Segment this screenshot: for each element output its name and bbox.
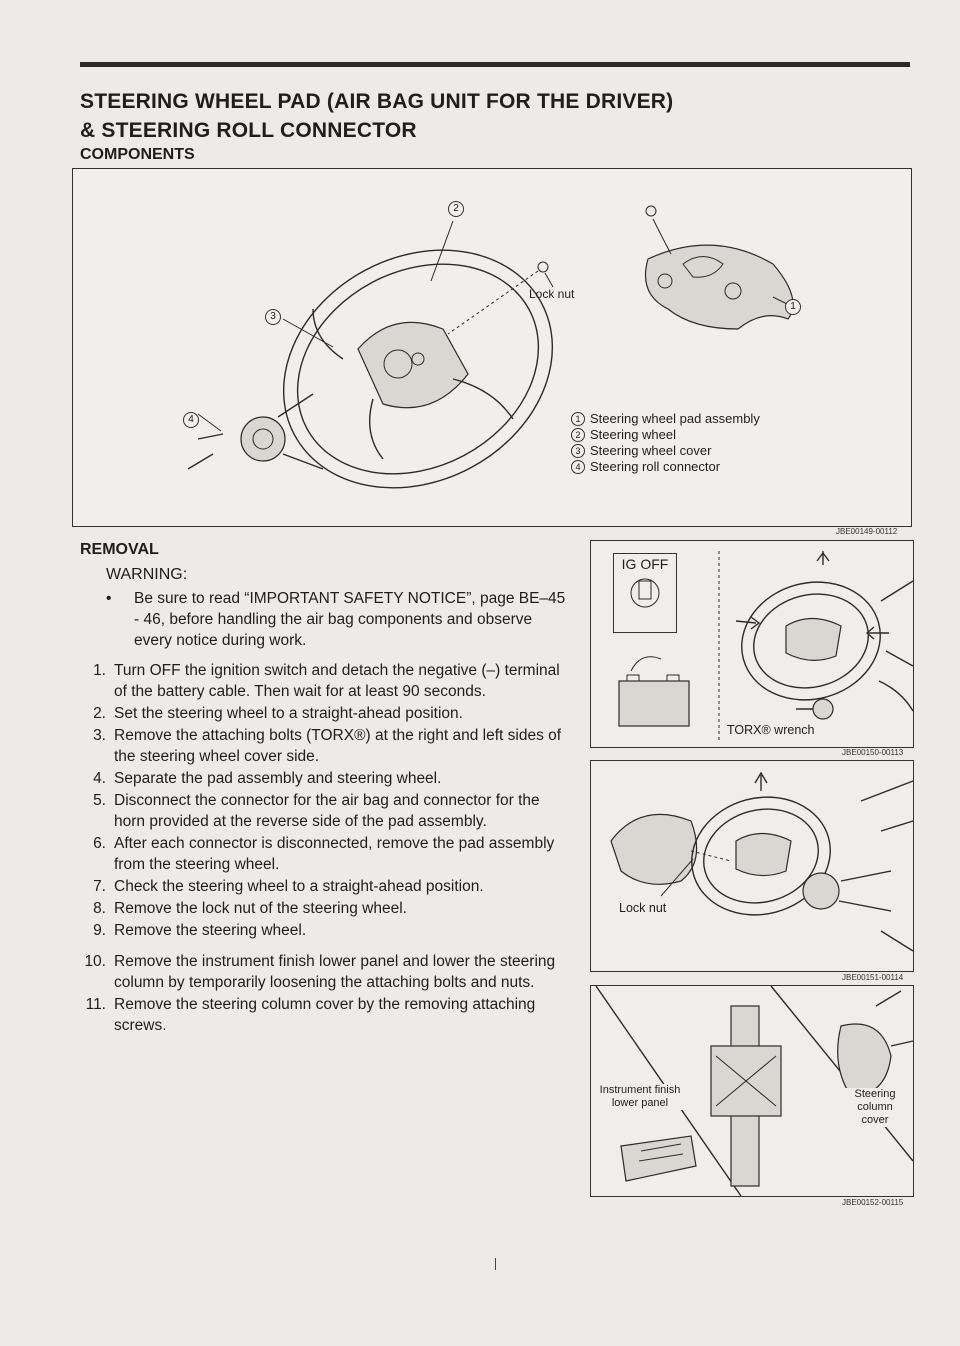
step-item: 5. Disconnect the connector for the air bag and connector for the horn provided at the reverse side of the pad assembly. <box>93 792 540 830</box>
figure-code: JBE00152-00115 <box>842 1198 904 1207</box>
step-item: 11. Remove the steering column cover by the removing attaching screws. <box>85 996 536 1034</box>
legend-item: 1 Steering wheel pad assembly <box>571 411 760 427</box>
step-item: 7. Check the steering wheel to a straight-ahead position. <box>93 878 484 895</box>
step-item: 9. Remove the steering wheel. <box>93 922 307 939</box>
warning-heading: WARNING: <box>106 566 188 583</box>
top-rule <box>80 62 910 67</box>
legend <box>571 411 760 475</box>
figure-code: JBE00150-00113 <box>842 748 904 757</box>
callout-3: 3 <box>265 309 281 325</box>
figure-code: JBE00149-00112 <box>836 527 898 536</box>
step-item: 8. Remove the lock nut of the steering wheel. <box>93 900 407 917</box>
column-cover-label: Steering column cover <box>843 1088 907 1127</box>
callout-1: 1 <box>785 299 801 315</box>
figure-ignition-torx <box>590 540 914 748</box>
callout-4: 4 <box>183 412 199 428</box>
lock-nut-label: Lock nut <box>619 901 667 915</box>
callout-2: 2 <box>448 201 464 217</box>
section-removal: REMOVAL <box>80 541 159 558</box>
figure-lock-nut <box>590 760 914 972</box>
ig-off-label: IG OFF <box>613 553 677 633</box>
warning-item: • Be sure to read “IMPORTANT SAFETY NOTICE”, page BE–45 - 46, before handling the air bag components and observe every notice during work. <box>106 590 566 649</box>
page-title-line2: & STEERING ROLL CONNECTOR <box>80 119 417 142</box>
removal-steps <box>80 660 570 1037</box>
page-mark <box>495 1258 496 1270</box>
step-item: 10. Remove the instrument finish lower panel and lower the steering column by temporarily loosening the attaching bolts and nuts. <box>84 953 556 991</box>
step-item: 3. Remove the attaching bolts (TORX®) at the right and left sides of the steering wheel cover side. <box>93 727 562 765</box>
legend-item: 4 Steering roll connector <box>571 459 760 475</box>
figure-code: JBE00151-00114 <box>842 973 904 982</box>
section-components: COMPONENTS <box>80 146 195 163</box>
legend-item: 2 Steering wheel <box>571 427 760 443</box>
torx-wrench-label: TORX® wrench <box>727 723 815 737</box>
components-illustration <box>73 169 911 526</box>
figure2-illustration <box>591 761 913 971</box>
page-title-line1: STEERING WHEEL PAD (AIR BAG UNIT FOR THE DRIVER) <box>80 90 674 113</box>
step-item: 4. Separate the pad assembly and steering wheel. <box>93 770 442 787</box>
step-item: 1. Turn OFF the ignition switch and detach the negative (–) terminal of the battery cable. Then wait for at least 90 seconds. <box>93 662 560 700</box>
lock-nut-label: Lock nut <box>529 287 575 301</box>
legend-item: 3 Steering wheel cover <box>571 443 760 459</box>
instrument-panel-label: Instrument finish lower panel <box>597 1084 683 1110</box>
step-item: 6. After each connector is disconnected, remove the pad assembly from the steering wheel. <box>93 835 555 873</box>
step-item: 2. Set the steering wheel to a straight-ahead position. <box>93 705 463 722</box>
figure-instrument-panel <box>590 985 914 1197</box>
components-figure <box>72 168 912 527</box>
